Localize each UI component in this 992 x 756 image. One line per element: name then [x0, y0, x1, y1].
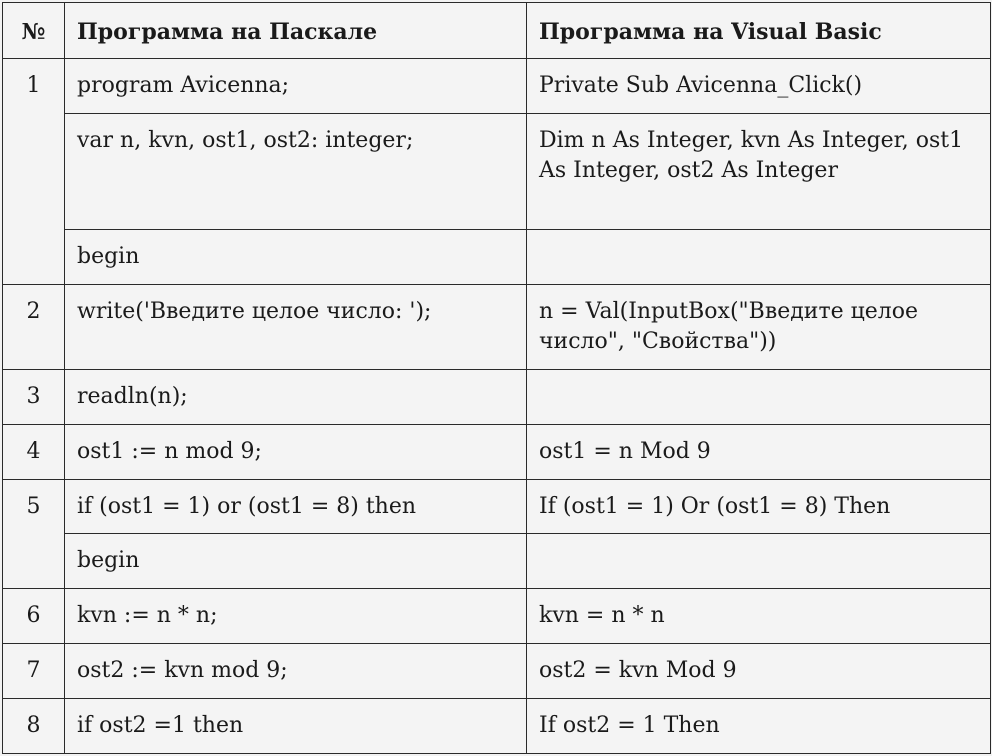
- table-row: [3, 113, 991, 229]
- pascal-code-cell: if ost2 =1 then: [65, 699, 527, 754]
- table-row: [3, 644, 991, 699]
- table-row: [3, 59, 991, 114]
- pascal-code-cell: ost1 := n mod 9;: [65, 424, 527, 479]
- table-header-row: [3, 3, 991, 59]
- vb-code-cell: If ost2 = 1 Then: [527, 699, 991, 754]
- table-row: [3, 534, 991, 589]
- table-row: [3, 424, 991, 479]
- vb-code-cell: Dim n As Integer, kvn As Integer, ost1 As Integer, ost2 As Integer: [527, 113, 991, 229]
- header-visual-basic: Программа на Visual Basic: [527, 3, 991, 59]
- pascal-code-cell: ost2 := kvn mod 9;: [65, 644, 527, 699]
- vb-code-cell: ost1 = n Mod 9: [527, 424, 991, 479]
- vb-code-cell: [527, 534, 991, 589]
- code-comparison-table: [2, 2, 991, 754]
- row-number: 3: [3, 369, 65, 424]
- table-row: [3, 699, 991, 754]
- vb-code-cell: ost2 = kvn Mod 9: [527, 644, 991, 699]
- row-number: 5: [3, 479, 65, 589]
- row-number: 1: [3, 59, 65, 285]
- pascal-code-cell: write('Введите целое число: ');: [65, 284, 527, 369]
- pascal-code-cell: begin: [65, 229, 527, 284]
- row-number: 8: [3, 699, 65, 754]
- vb-code-cell: kvn = n * n: [527, 589, 991, 644]
- vb-code-cell: n = Val(InputBox("Введите целое число", "Свойства")): [527, 284, 991, 369]
- table-row: [3, 284, 991, 369]
- table-row: [3, 479, 991, 534]
- header-number: №: [3, 3, 65, 59]
- row-number: 6: [3, 589, 65, 644]
- vb-code-cell: [527, 369, 991, 424]
- table-row: [3, 589, 991, 644]
- vb-code-cell: Private Sub Avicenna_Click(): [527, 59, 991, 114]
- row-number: 4: [3, 424, 65, 479]
- pascal-code-cell: begin: [65, 534, 527, 589]
- row-number: 7: [3, 644, 65, 699]
- pascal-code-cell: program Avicenna;: [65, 59, 527, 114]
- vb-code-cell: [527, 229, 991, 284]
- table-row: [3, 369, 991, 424]
- table-row: [3, 229, 991, 284]
- code-comparison-table-wrapper: [2, 2, 990, 754]
- vb-code-cell: If (ost1 = 1) Or (ost1 = 8) Then: [527, 479, 991, 534]
- pascal-code-cell: var n, kvn, ost1, ost2: integer;: [65, 113, 527, 229]
- pascal-code-cell: if (ost1 = 1) or (ost1 = 8) then: [65, 479, 527, 534]
- pascal-code-cell: readln(n);: [65, 369, 527, 424]
- row-number: 2: [3, 284, 65, 369]
- pascal-code-cell: kvn := n * n;: [65, 589, 527, 644]
- header-pascal: Программа на Паскале: [65, 3, 527, 59]
